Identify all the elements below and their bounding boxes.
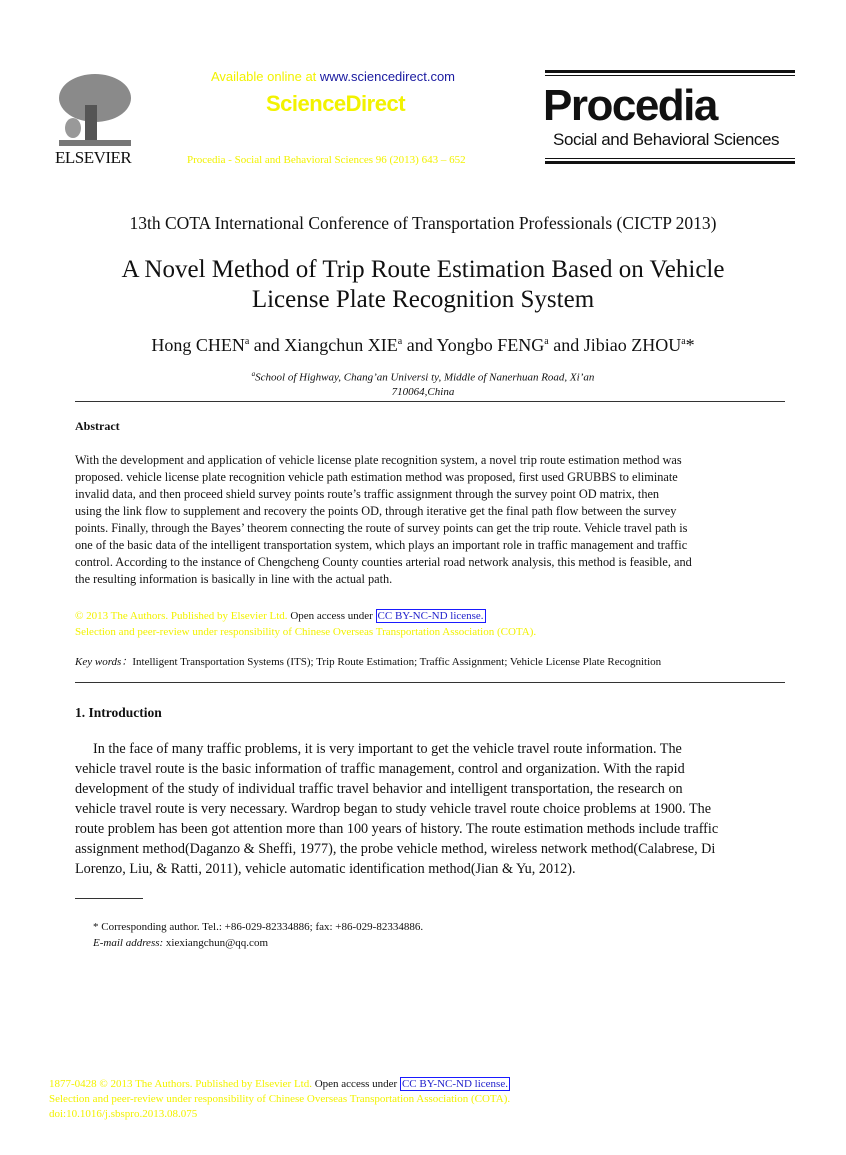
- footer-open-access: Open access under: [311, 1078, 400, 1090]
- elsevier-tree-logo: [55, 70, 135, 150]
- copyright-line: [75, 610, 486, 622]
- intro-line: In the face of many traffic problems, it is very important to get the vehicle travel route information. The: [93, 741, 682, 757]
- affiliation-text: School of Highway, Chang’an Universi ty, Middle of Nanerhuan Road, Xi’an: [255, 371, 595, 384]
- author-sep: *: [685, 335, 695, 355]
- abstract-line: points. Finally, through the Bayes’ theorem connecting the route of survey points can get the trip route. Vehicle travel path is: [75, 521, 688, 535]
- author: Hong CHEN: [151, 335, 245, 355]
- abstract-line: With the development and application of vehicle license plate recognition system, a novel trip route estimation method was: [75, 453, 682, 467]
- available-online: [211, 69, 455, 84]
- conference-name: 13th COTA International Conference of Transportation Professionals (CICTP 2013): [129, 213, 717, 233]
- author-sup: a: [681, 336, 686, 347]
- abstract-line: control. According to the instance of Chengcheng County counties arterial road network analysis, this method is feasible, and: [75, 555, 692, 569]
- procedia-rule-bottom: [545, 158, 795, 159]
- abstract-heading: Abstract: [75, 419, 120, 433]
- divider: [75, 682, 785, 683]
- section-heading-introduction: 1. Introduction: [75, 705, 162, 720]
- paper-title-line1: A Novel Method of Trip Route Estimation Based on Vehicle: [121, 256, 725, 283]
- email-line: [93, 937, 268, 949]
- author-sep: and: [548, 335, 584, 355]
- intro-line: assignment method(Daganzo & Sheffi, 1977), the probe vehicle method, wireless network method(Calabrese, Di: [75, 841, 716, 857]
- intro-line: development of the study of individual traffic travel behavior and intelligent transportation, the research on: [75, 781, 683, 797]
- author: Xiangchun XIE: [284, 335, 398, 355]
- affiliation-line2: 710064,China: [391, 386, 455, 398]
- footer-issn: 1877-0428 © 2013 The Authors. Published by Elsevier Ltd.: [49, 1078, 312, 1090]
- author-sep: and: [402, 335, 437, 355]
- keywords-label: Key words：: [75, 656, 133, 668]
- affiliation-line1: [0, 370, 846, 384]
- open-access-text: Open access under: [287, 610, 376, 622]
- intro-line: vehicle travel route is very necessary. Wardrop began to study vehicle travel route choice problems at 1900. The: [75, 801, 712, 817]
- author-sup: a: [244, 336, 250, 347]
- affiliation-sup: a: [251, 370, 256, 378]
- license-link[interactable]: CC BY-NC-ND license.: [377, 610, 484, 622]
- author: Jibiao ZHOU: [583, 335, 682, 355]
- author-sup: a: [397, 336, 403, 347]
- footer-peer-review: Selection and peer-review under responsibility of Chinese Overseas Transportation Association (COTA).: [49, 1093, 511, 1105]
- author-list: [0, 335, 846, 356]
- procedia-rule-top2: [545, 75, 795, 76]
- author-sup: a: [544, 336, 549, 347]
- author: Yongbo FENG: [436, 335, 545, 355]
- abstract-line: the resulting information is basically in line with the actual path.: [75, 572, 393, 586]
- intro-line: vehicle travel route is the basic information of traffic management, control and organization. With the rapid: [75, 761, 685, 777]
- author-sep: and: [249, 335, 285, 355]
- available-prefix: Available online at: [211, 69, 320, 84]
- abstract-line: proposed. vehicle license plate recognition vehicle path estimation method was proposed, first used GRUBBS to eliminate: [75, 470, 678, 484]
- abstract-line: invalid data, and then proceed shield survey points route’s traffic assignment through the survey point OD matrix, then: [75, 487, 660, 501]
- footer-doi[interactable]: doi:10.1016/j.sbspro.2013.08.075: [49, 1108, 198, 1120]
- email-address: xiexiangchun@qq.com: [163, 937, 268, 949]
- elsevier-wordmark: ELSEVIER: [55, 148, 132, 167]
- keywords: [75, 653, 661, 669]
- divider: [75, 401, 785, 402]
- abstract-line: using the link flow to supplement and recovery the points OD, through iterative get the final path flow between the survey: [75, 504, 677, 518]
- footnote-rule: [75, 898, 143, 899]
- sciencedirect-logo: ScienceDirect: [266, 91, 406, 116]
- intro-line: Lorenzo, Liu, & Ratti, 2011), vehicle automatic identification method(Jian & Yu, 2012).: [75, 861, 576, 877]
- abstract-line: one of the basic data of the intelligent transportation system, which plays an important role in traffic management and traffic: [75, 538, 688, 552]
- corresponding-author: * Corresponding author. Tel.: +86-029-82334886; fax: +86-029-82334886.: [93, 921, 424, 933]
- procedia-rule-bottom2: [545, 161, 795, 164]
- email-label: E-mail address:: [93, 937, 164, 949]
- intro-line: route problem has been got attention more than 100 years of history. The route estimation methods include traffic: [75, 821, 719, 837]
- copyright-text: © 2013 The Authors. Published by Elsevier Ltd.: [75, 610, 288, 622]
- journal-reference: Procedia - Social and Behavioral Sciences 96 (2013) 643 – 652: [187, 154, 466, 166]
- keywords-text: Intelligent Transportation Systems (ITS); Trip Route Estimation; Traffic Assignment; Vehicle License Plate Recognition: [132, 656, 662, 668]
- procedia-logo: Procedia: [543, 81, 717, 130]
- sciencedirect-url[interactable]: www.sciencedirect.com: [319, 69, 456, 84]
- procedia-subtitle: Social and Behavioral Sciences: [553, 130, 780, 149]
- footer-license-link[interactable]: CC BY-NC-ND license.: [401, 1078, 508, 1090]
- procedia-rule-top: [545, 70, 795, 73]
- footer-copyright: [49, 1078, 510, 1090]
- paper-title-line2: License Plate Recognition System: [251, 286, 595, 313]
- peer-review-note: Selection and peer-review under responsibility of Chinese Overseas Transportation Association (COTA).: [75, 626, 537, 638]
